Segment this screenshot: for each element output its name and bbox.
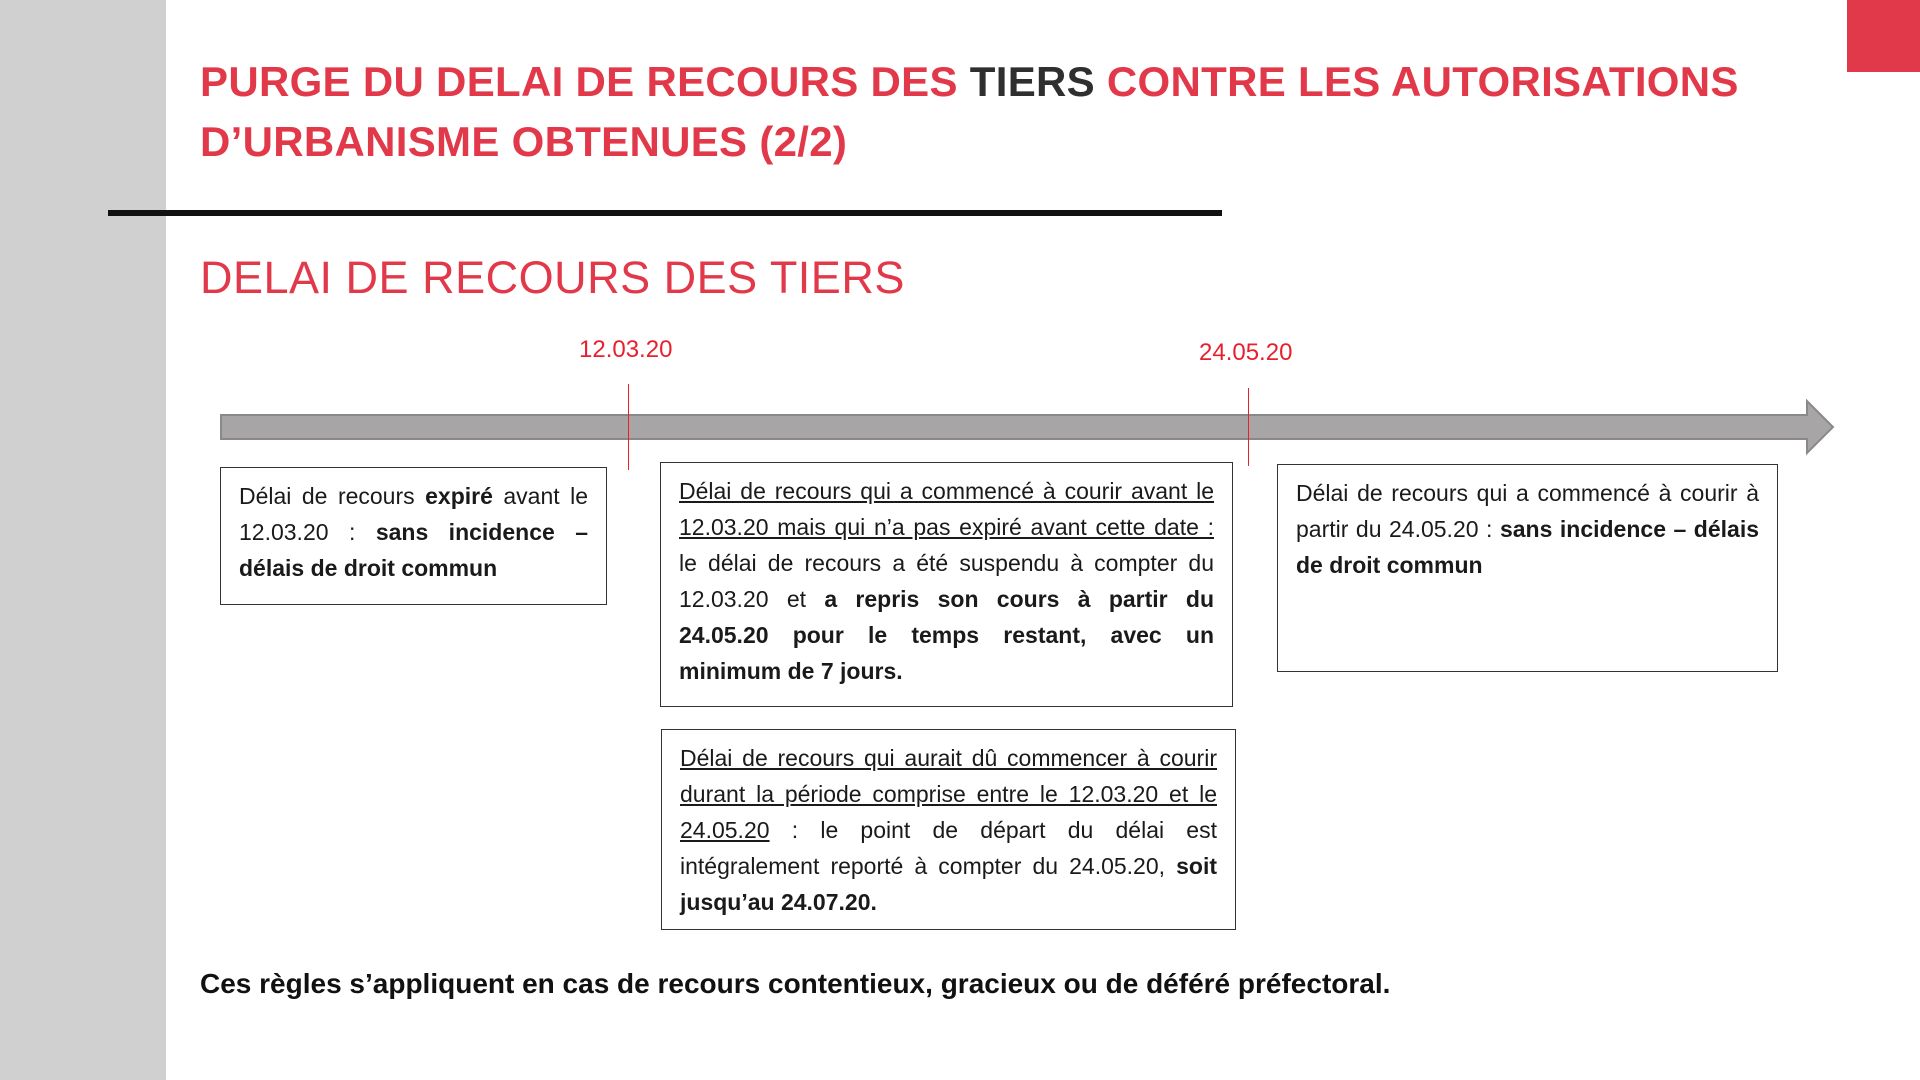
left-gray-band bbox=[0, 0, 166, 1080]
box-started-after bbox=[1277, 464, 1778, 672]
timeline-date-end: 24.05.20 bbox=[1199, 339, 1293, 366]
box-4-underlined: Délai de recours qui aurait dû commencer à courir durant la période comprise entre le 12.03.20 et le 24.05.20 bbox=[680, 745, 1217, 843]
box-1-text-2: avant le 12.03.20 : bbox=[239, 483, 589, 545]
box-2-text: le délai de recours a été suspendu à compter du 12.03.20 et bbox=[679, 550, 1214, 612]
box-4-text: : le point de départ du délai est intégralement reporté à compter du 24.05.20, bbox=[680, 817, 1217, 879]
box-1-bold-1: expiré bbox=[425, 483, 493, 509]
title-part-1: PURGE DU DELAI DE RECOURS DES bbox=[200, 58, 970, 105]
section-subtitle: DELAI DE RECOURS DES TIERS bbox=[200, 252, 905, 303]
timeline-tick-end bbox=[1248, 388, 1249, 466]
box-3-text: Délai de recours qui a commencé à courir à partir du 24.05.20 : bbox=[1296, 480, 1759, 542]
box-1-bold-2: sans incidence – délais de droit commun bbox=[239, 519, 589, 581]
box-ongoing-suspended bbox=[660, 462, 1233, 707]
title-highlight: TIERS bbox=[969, 58, 1095, 105]
timeline-tick-start bbox=[628, 384, 629, 470]
box-2-underlined: Délai de recours qui a commencé à courir avant le 12.03.20 mais qui n’a pas expiré avant cette date : bbox=[679, 478, 1214, 540]
box-4-bold: soit jusqu’au 24.07.20. bbox=[680, 853, 1217, 915]
box-postponed-start bbox=[661, 729, 1236, 930]
title-part-2: CONTRE LES AUTORISATIONS D’URBANISME OBTENUES (2/2) bbox=[200, 58, 1739, 165]
timeline-arrow bbox=[218, 398, 1838, 458]
box-3-bold: sans incidence – délais de droit commun bbox=[1296, 516, 1759, 578]
corner-accent-block bbox=[1847, 0, 1920, 72]
timeline-date-start: 12.03.20 bbox=[579, 336, 673, 363]
slide-title bbox=[200, 52, 1800, 172]
title-divider bbox=[108, 210, 1222, 216]
box-expired-before bbox=[220, 467, 607, 605]
box-2-bold: a repris son cours à partir du 24.05.20 pour le temps restant, avec un minimum de 7 jours. bbox=[679, 586, 1214, 684]
footer-note: Ces règles s’appliquent en cas de recours contentieux, gracieux ou de déféré préfectoral. bbox=[200, 968, 1391, 999]
box-1-text-1: Délai de recours bbox=[239, 483, 426, 509]
